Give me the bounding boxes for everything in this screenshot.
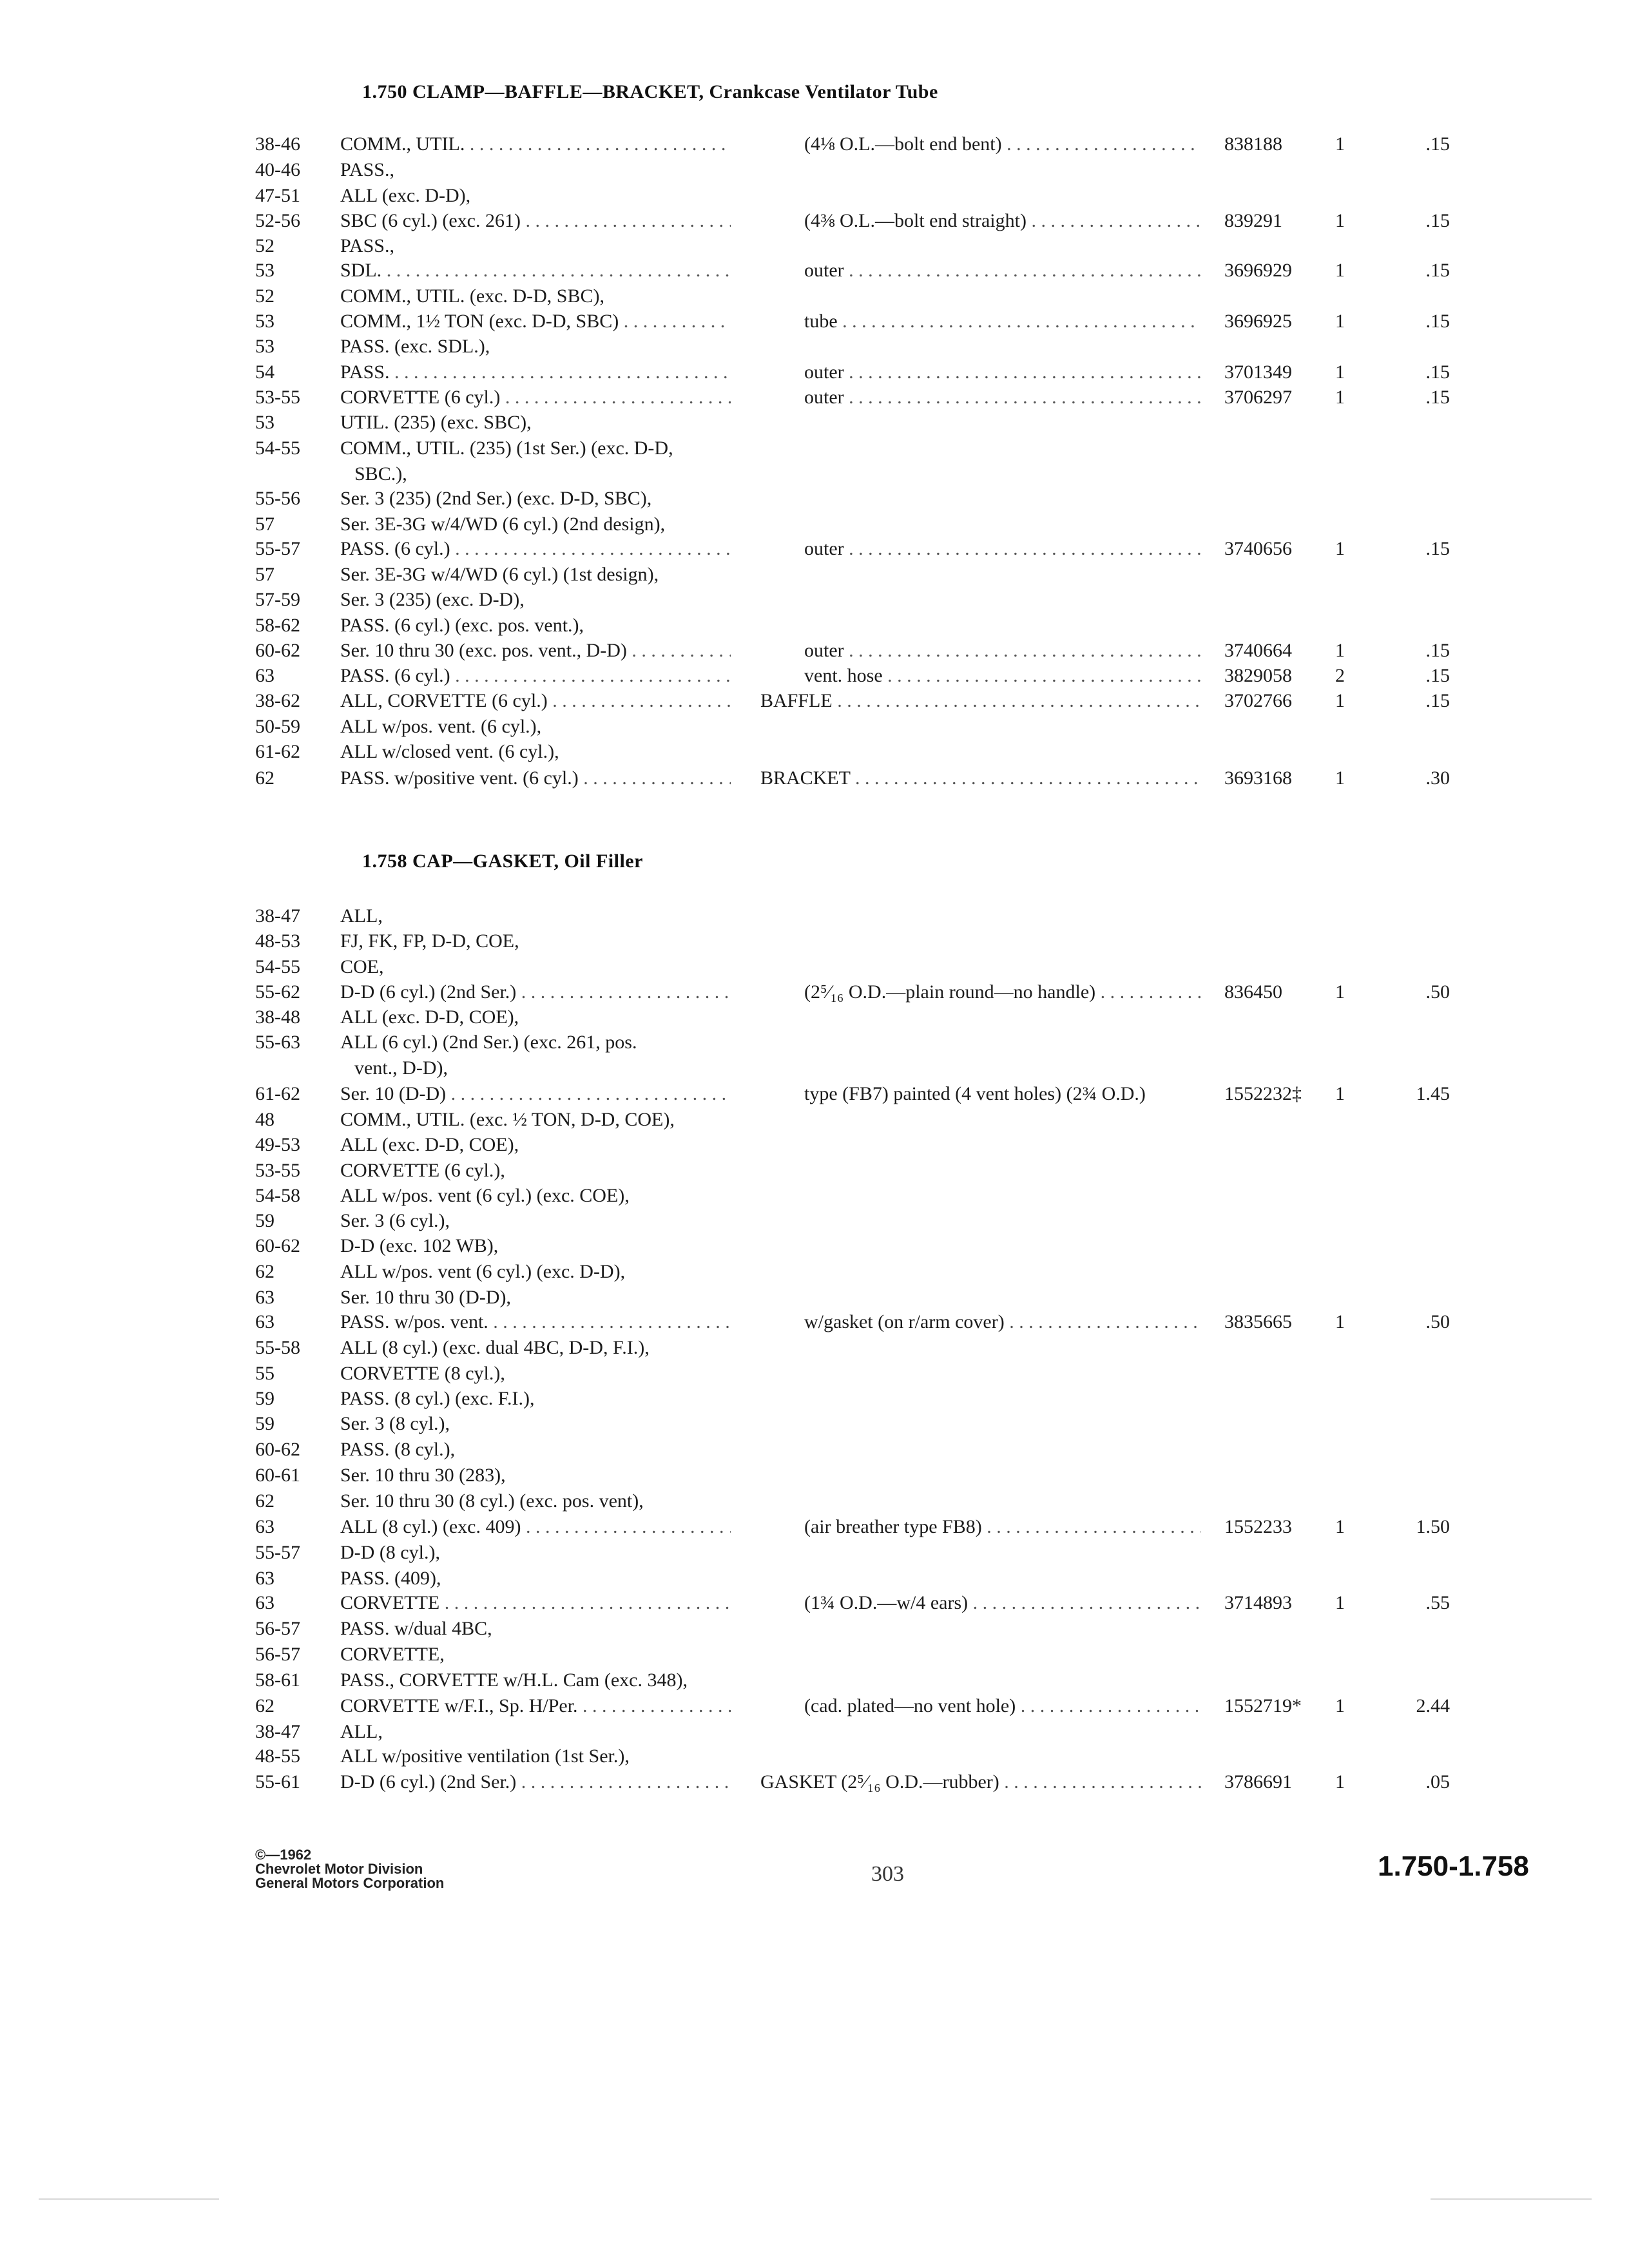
part-name: GASKET (2⁵⁄₁₆ O.D.—rubber) . . . — [760, 1769, 1201, 1795]
model-years: 48-55 — [255, 1745, 300, 1767]
list-item — [0, 1386, 1629, 1412]
quantity: 1 — [1335, 1771, 1345, 1792]
price: .55 — [1425, 1592, 1450, 1613]
part-number: 3696929 — [1224, 260, 1292, 281]
application: ALL, — [340, 905, 383, 927]
list-item — [0, 979, 1629, 1005]
part-number: 3829058 — [1224, 665, 1292, 686]
application: PASS., CORVETTE w/H.L. Cam (exc. 348), — [340, 1669, 688, 1691]
list-item — [0, 1540, 1629, 1566]
application: vent., D-D), — [354, 1057, 448, 1079]
list-item — [0, 1719, 1629, 1745]
part-description: (2⁵⁄₁₆ O.D.—plain round—no handle) . . . — [804, 979, 1201, 1005]
model-years: 63 — [255, 1287, 275, 1308]
model-years: 62 — [255, 1695, 275, 1716]
list-item — [0, 436, 1629, 461]
price: .05 — [1425, 1771, 1450, 1792]
model-years: 55 — [255, 1363, 275, 1384]
application: PASS. (8 cyl.), — [340, 1439, 456, 1460]
part-number: 3696925 — [1224, 311, 1292, 332]
application: D-D (6 cyl.) (2nd Ser.) . . . — [340, 1769, 731, 1795]
application: COMM., 1½ TON (exc. D-D, SBC) . . . — [340, 309, 731, 334]
list-item — [0, 208, 1629, 234]
list-item — [0, 1309, 1629, 1335]
application: Ser. 3E-3G w/4/WD (6 cyl.) (2nd design), — [340, 514, 666, 535]
application: Ser. 3 (235) (2nd Ser.) (exc. D-D, SBC), — [340, 488, 652, 509]
application: ALL (8 cyl.) (exc. 409) . . . — [340, 1514, 731, 1540]
part-number: 838188 — [1224, 133, 1282, 155]
application: COMM., UTIL. (exc. ½ TON, D-D, COE), — [340, 1109, 675, 1130]
scan-artifact — [1431, 2198, 1592, 2200]
application: Ser. 3E-3G w/4/WD (6 cyl.) (1st design), — [340, 564, 659, 585]
model-years: 49-53 — [255, 1134, 300, 1155]
part-description: (4⅜ O.L.—bolt end straight) . . . — [804, 208, 1201, 234]
section-heading: 1.758 CAP—GASKET, Oil Filler — [362, 850, 643, 872]
part-number: 1552233 — [1224, 1516, 1292, 1537]
part-description: tube . . . — [804, 309, 1201, 334]
model-years: 38-48 — [255, 1006, 300, 1028]
model-years: 61-62 — [255, 741, 300, 762]
list-item — [0, 1642, 1629, 1667]
application: SBC.), — [354, 463, 407, 485]
application: PASS. (8 cyl.) (exc. F.I.), — [340, 1388, 535, 1409]
model-years: 58-61 — [255, 1669, 300, 1691]
model-years: 55-62 — [255, 981, 300, 1003]
list-item — [0, 714, 1629, 740]
list-item — [0, 1335, 1629, 1361]
model-years: 53-55 — [255, 387, 300, 408]
price: .50 — [1425, 981, 1450, 1003]
list-item — [0, 536, 1629, 562]
application: PASS. w/dual 4BC, — [340, 1618, 492, 1639]
quantity: 1 — [1335, 260, 1345, 281]
price: .15 — [1425, 690, 1450, 711]
application: PASS. (6 cyl.) (exc. pos. vent.), — [340, 615, 584, 636]
quantity: 1 — [1335, 361, 1345, 383]
application: Ser. 10 thru 30 (D-D), — [340, 1287, 511, 1308]
list-item — [0, 1514, 1629, 1540]
part-description: outer . . . — [804, 385, 1201, 410]
part-number: 3701349 — [1224, 361, 1292, 383]
list-item — [0, 954, 1629, 980]
list-item — [0, 486, 1629, 512]
part-number: 3706297 — [1224, 387, 1292, 408]
part-description: outer . . . — [804, 360, 1201, 385]
model-years: 63 — [255, 1311, 275, 1332]
quantity: 1 — [1335, 1592, 1345, 1613]
part-description: w/gasket (on r/arm cover) . . . — [804, 1309, 1201, 1335]
part-description: (cad. plated—no vent hole) . . . — [804, 1693, 1201, 1719]
page-number: 303 — [871, 1862, 904, 1886]
model-years: 54 — [255, 361, 275, 383]
list-item — [0, 928, 1629, 954]
application: ALL w/pos. vent (6 cyl.) (exc. COE), — [340, 1185, 630, 1206]
price: .15 — [1425, 361, 1450, 383]
application: PASS. . . . — [340, 360, 731, 385]
list-item — [0, 1769, 1629, 1795]
part-number: 836450 — [1224, 981, 1282, 1003]
list-item — [0, 688, 1629, 714]
application: PASS., — [340, 235, 394, 256]
application: PASS. (6 cyl.) . . . — [340, 663, 731, 689]
part-number: 1552719* — [1224, 1695, 1302, 1716]
scan-artifact — [39, 2198, 219, 2200]
model-years: 54-55 — [255, 437, 300, 459]
list-item — [0, 1259, 1629, 1285]
corporation-name: General Motors Corporation — [255, 1875, 445, 1891]
model-years: 58-62 — [255, 615, 300, 636]
application: ALL w/pos. vent (6 cyl.) (exc. D-D), — [340, 1261, 626, 1282]
model-years: 50-59 — [255, 716, 300, 737]
list-item — [0, 1285, 1629, 1311]
list-item — [0, 739, 1629, 765]
list-item — [0, 1488, 1629, 1514]
application: Ser. 10 thru 30 (exc. pos. vent., D-D) . . . — [340, 638, 731, 664]
application: Ser. 3 (6 cyl.), — [340, 1210, 450, 1231]
price: 1.45 — [1416, 1083, 1450, 1104]
model-years: 57 — [255, 564, 275, 585]
list-item — [0, 1361, 1629, 1387]
list-item — [0, 284, 1629, 309]
quantity: 1 — [1335, 767, 1345, 789]
model-years: 52 — [255, 235, 275, 256]
list-item — [0, 903, 1629, 929]
application: ALL w/pos. vent. (6 cyl.), — [340, 716, 542, 737]
price: 1.50 — [1416, 1516, 1450, 1537]
part-description: vent. hose . . . — [804, 663, 1201, 689]
quantity: 1 — [1335, 1083, 1345, 1104]
part-name: BAFFLE . . . — [760, 688, 1201, 714]
model-years: 55-57 — [255, 538, 300, 559]
quantity: 1 — [1335, 210, 1345, 231]
part-description: (air breather type FB8) . . . — [804, 1514, 1201, 1540]
model-years: 59 — [255, 1388, 275, 1409]
list-item — [0, 233, 1629, 259]
list-item — [0, 410, 1629, 436]
application: Ser. 10 thru 30 (8 cyl.) (exc. pos. vent), — [340, 1490, 644, 1512]
part-number: 3740656 — [1224, 538, 1292, 559]
quantity: 1 — [1335, 538, 1345, 559]
application: ALL (exc. D-D), — [340, 185, 471, 206]
part-number: 3714893 — [1224, 1592, 1292, 1613]
model-years: 55-63 — [255, 1032, 300, 1053]
application: ALL w/positive ventilation (1st Ser.), — [340, 1745, 630, 1767]
model-years: 53-55 — [255, 1160, 300, 1181]
price: .15 — [1425, 260, 1450, 281]
list-item — [0, 385, 1629, 410]
list-item — [0, 157, 1629, 183]
quantity: 1 — [1335, 133, 1345, 155]
part-number: 3693168 — [1224, 767, 1292, 789]
part-number: 1552232‡ — [1224, 1083, 1302, 1104]
list-item — [0, 1437, 1629, 1463]
application: CORVETTE (8 cyl.), — [340, 1363, 505, 1384]
model-years: 54-55 — [255, 956, 300, 977]
part-description: type (FB7) painted (4 vent holes) (2¾ O.D.) — [804, 1083, 1146, 1104]
list-item — [0, 183, 1629, 209]
list-item — [0, 1566, 1629, 1591]
model-years: 53 — [255, 260, 275, 281]
price: .15 — [1425, 133, 1450, 155]
price: 2.44 — [1416, 1695, 1450, 1716]
model-years: 55-58 — [255, 1337, 300, 1358]
model-years: 48-53 — [255, 930, 300, 952]
list-item — [0, 1132, 1629, 1158]
part-number: 3835665 — [1224, 1311, 1292, 1332]
price: .15 — [1425, 387, 1450, 408]
price: .15 — [1425, 210, 1450, 231]
application: ALL, CORVETTE (6 cyl.) . . . — [340, 688, 731, 714]
list-item — [0, 765, 1629, 791]
model-years: 55-61 — [255, 1771, 300, 1792]
application: COMM., UTIL. (235) (1st Ser.) (exc. D-D, — [340, 437, 673, 459]
model-years: 62 — [255, 767, 275, 789]
part-description: outer . . . — [804, 638, 1201, 664]
model-years: 59 — [255, 1413, 275, 1434]
model-years: 47-51 — [255, 185, 300, 206]
list-item — [0, 334, 1629, 360]
price: .15 — [1425, 665, 1450, 686]
application: D-D (exc. 102 WB), — [340, 1235, 499, 1256]
price: .15 — [1425, 640, 1450, 661]
copyright-year: ©—1962 — [255, 1847, 312, 1863]
list-item — [0, 131, 1629, 157]
model-years: 56-57 — [255, 1618, 300, 1639]
model-years: 52-56 — [255, 210, 300, 231]
list-item — [0, 309, 1629, 334]
application: COE, — [340, 956, 384, 977]
list-item — [0, 1030, 1629, 1055]
application: ALL, — [340, 1721, 383, 1742]
section-heading: 1.750 CLAMP—BAFFLE—BRACKET, Crankcase Ventilator Tube — [362, 81, 938, 102]
application: Ser. 3 (235) (exc. D-D), — [340, 589, 525, 610]
list-item — [0, 1463, 1629, 1488]
part-number: 839291 — [1224, 210, 1282, 231]
list-item — [0, 1107, 1629, 1133]
part-description: (1¾ O.D.—w/4 ears) . . . — [804, 1590, 1201, 1616]
application: D-D (6 cyl.) (2nd Ser.) . . . — [340, 979, 731, 1005]
copyright-block — [255, 1848, 444, 1890]
application: ALL (exc. D-D, COE), — [340, 1006, 519, 1028]
list-item — [0, 461, 1629, 487]
application: FJ, FK, FP, D-D, COE, — [340, 930, 519, 952]
application: COMM., UTIL. . . . — [340, 131, 731, 157]
model-years: 38-46 — [255, 133, 300, 155]
model-years: 57 — [255, 514, 275, 535]
model-years: 63 — [255, 1568, 275, 1589]
part-number: 3740664 — [1224, 640, 1292, 661]
part-description: outer . . . — [804, 258, 1201, 284]
model-years: 54-58 — [255, 1185, 300, 1206]
application: CORVETTE . . . — [340, 1590, 731, 1616]
part-description: outer . . . — [804, 536, 1201, 562]
application: ALL (exc. D-D, COE), — [340, 1134, 519, 1155]
list-item — [0, 512, 1629, 537]
list-item — [0, 1183, 1629, 1209]
model-years: 38-62 — [255, 690, 300, 711]
application: CORVETTE, — [340, 1644, 445, 1665]
list-item — [0, 1233, 1629, 1259]
model-years: 40-46 — [255, 159, 300, 180]
application: PASS. w/pos. vent. . . . — [340, 1309, 731, 1335]
list-item — [0, 1616, 1629, 1642]
list-item — [0, 663, 1629, 689]
application: Ser. 3 (8 cyl.), — [340, 1413, 450, 1434]
list-item — [0, 1081, 1629, 1107]
model-years: 55-56 — [255, 488, 300, 509]
application: D-D (8 cyl.), — [340, 1542, 440, 1563]
page-section-range: 1.750-1.758 — [1378, 1850, 1529, 1882]
price: .50 — [1425, 1311, 1450, 1332]
price: .15 — [1425, 538, 1450, 559]
application: ALL (8 cyl.) (exc. dual 4BC, D-D, F.I.), — [340, 1337, 650, 1358]
division-name: Chevrolet Motor Division — [255, 1861, 423, 1877]
quantity: 1 — [1335, 387, 1345, 408]
application: PASS. (6 cyl.) . . . — [340, 536, 731, 562]
model-years: 57-59 — [255, 589, 300, 610]
list-item — [0, 1590, 1629, 1616]
list-item — [0, 258, 1629, 284]
model-years: 48 — [255, 1109, 275, 1130]
application: UTIL. (235) (exc. SBC), — [340, 412, 532, 433]
application: PASS. (exc. SDL.), — [340, 336, 490, 357]
list-item — [0, 1158, 1629, 1184]
list-item — [0, 1411, 1629, 1437]
list-item — [0, 1004, 1629, 1030]
model-years: 63 — [255, 665, 275, 686]
model-years: 60-62 — [255, 640, 300, 661]
part-number: 3702766 — [1224, 690, 1292, 711]
application: ALL (6 cyl.) (2nd Ser.) (exc. 261, pos. — [340, 1032, 637, 1053]
list-item — [0, 1744, 1629, 1769]
model-years: 62 — [255, 1490, 275, 1512]
list-item — [0, 360, 1629, 385]
application: CORVETTE w/F.I., Sp. H/Per. . . . — [340, 1693, 731, 1719]
price: .15 — [1425, 311, 1450, 332]
quantity: 1 — [1335, 1311, 1345, 1332]
application: PASS., — [340, 159, 394, 180]
model-years: 62 — [255, 1261, 275, 1282]
model-years: 38-47 — [255, 905, 300, 927]
model-years: 61-62 — [255, 1083, 300, 1104]
quantity: 2 — [1335, 665, 1345, 686]
list-item — [0, 1055, 1629, 1081]
model-years: 63 — [255, 1592, 275, 1613]
model-years: 60-62 — [255, 1235, 300, 1256]
model-years: 53 — [255, 311, 275, 332]
quantity: 1 — [1335, 311, 1345, 332]
application: SDL. . . . — [340, 258, 731, 284]
application: ALL w/closed vent. (6 cyl.), — [340, 741, 559, 762]
model-years: 59 — [255, 1210, 275, 1231]
list-item — [0, 1693, 1629, 1719]
list-item — [0, 1667, 1629, 1693]
application: Ser. 10 thru 30 (283), — [340, 1465, 506, 1486]
model-years: 53 — [255, 336, 275, 357]
application: Ser. 10 (D-D) . . . — [340, 1081, 731, 1107]
part-number: 3786691 — [1224, 1771, 1292, 1792]
application: PASS. (409), — [340, 1568, 441, 1589]
model-years: 60-62 — [255, 1439, 300, 1460]
price: .30 — [1425, 767, 1450, 789]
list-item — [0, 1208, 1629, 1234]
list-item — [0, 562, 1629, 588]
model-years: 55-57 — [255, 1542, 300, 1563]
application: CORVETTE (6 cyl.), — [340, 1160, 505, 1181]
application: CORVETTE (6 cyl.) . . . — [340, 385, 731, 410]
part-name: BRACKET . . . — [760, 765, 1201, 791]
quantity: 1 — [1335, 690, 1345, 711]
quantity: 1 — [1335, 981, 1345, 1003]
quantity: 1 — [1335, 640, 1345, 661]
application: PASS. w/positive vent. (6 cyl.) . . . — [340, 765, 731, 791]
quantity: 1 — [1335, 1516, 1345, 1537]
model-years: 38-47 — [255, 1721, 300, 1742]
model-years: 60-61 — [255, 1465, 300, 1486]
model-years: 56-57 — [255, 1644, 300, 1665]
application: COMM., UTIL. (exc. D-D, SBC), — [340, 285, 604, 307]
list-item — [0, 613, 1629, 639]
model-years: 63 — [255, 1516, 275, 1537]
application: SBC (6 cyl.) (exc. 261) . . . — [340, 208, 731, 234]
list-item — [0, 638, 1629, 664]
part-description: (4⅛ O.L.—bolt end bent) . . . — [804, 131, 1201, 157]
model-years: 52 — [255, 285, 275, 307]
list-item — [0, 587, 1629, 613]
model-years: 53 — [255, 412, 275, 433]
quantity: 1 — [1335, 1695, 1345, 1716]
